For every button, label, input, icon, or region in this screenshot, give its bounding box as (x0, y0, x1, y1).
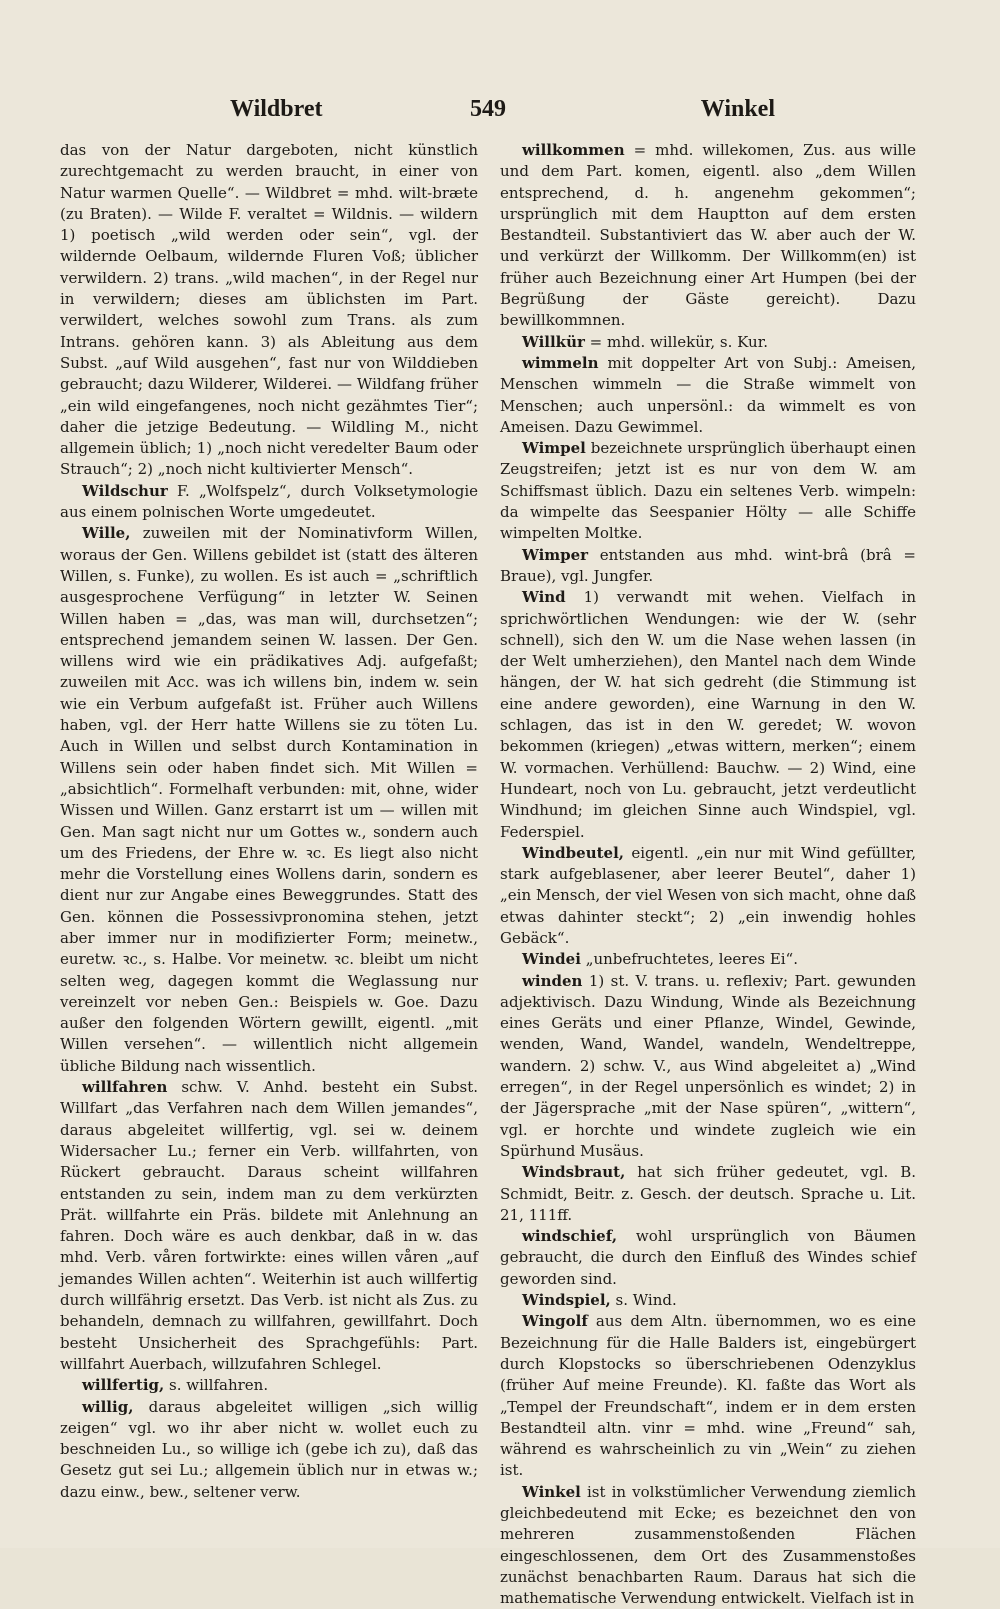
dictionary-entry (60, 1375, 478, 1396)
entry-text: mit doppelter Art von Subj.: Ameisen, Menschen wimmeln — die Straße wimmelt von Menschen; auch unpersönl.: da wimmelt es von Ameisen. Dazu Gewimmel. (500, 353, 916, 436)
entry-text: bezeichnete ursprünglich überhaupt einen Zeugstreifen; jetzt ist es nur von dem W. am Schiffsmast üblich. Dazu ein seltenes Verb. wimpeln: da wimpelte das Seespanier Hölty — alle Schiffe wimpelten Moltke. (500, 439, 916, 543)
running-header (60, 96, 940, 126)
entry-text: = mhd. willekomen, Zus. aus wille und dem Part. komen, eigentl. also „dem Willen entsprechend, d. h. angenehm gekommen“; ursprünglich mit dem Hauptton auf dem ersten Bestandteil. Substantiviert das W. aber auch der W. und verkürzt der Willkomm. Der Willkomm(en) ist früher auch Bezeichnung einer Art Humpen (bei der Begrüßung der Gäste gereicht). Dazu bewillkommnen. (500, 141, 916, 330)
dictionary-entry (500, 438, 916, 544)
dictionary-entry (500, 1226, 916, 1290)
entry-headword: Wimper (522, 545, 589, 564)
entry-headword: windschief, (522, 1227, 618, 1246)
entry-text: hat sich früher gedeutet, vgl. B. Schmidt, Beitr. z. Gesch. der deutsch. Sprache u. Lit. 21, 111ff. (500, 1163, 916, 1224)
entry-text: „unbefruchtetes, leeres Ei“. (580, 950, 798, 969)
entry-text: s. Wind. (610, 1291, 677, 1310)
entry-headword: Wind (522, 588, 566, 607)
dictionary-entry (500, 949, 916, 970)
entry-headword: Willkür (522, 332, 585, 351)
page-number: 549 (470, 96, 506, 122)
dictionary-entry (60, 1397, 478, 1503)
entry-text: 1) st. V. trans. u. reflexiv; Part. gewunden adjektivisch. Dazu Windung, Winde als Bezeichnung eines Geräts und einer Pflanze, Windel, Gewinde, wenden, Wand, Wandel, wandeln, Wendeltreppe, wandern. 2) schw. V., aus Wind abgeleitet a) „Wind erregen“, in der Regel unpersönlich es windet; 2) in der Jägersprache „mit der Nase spüren“, „wittern“, vgl. er horchte und windete zugleich wie ein Spürhund Musäus. (500, 971, 916, 1160)
entry-headword: winden (522, 971, 583, 990)
entry-text: das von der Natur dargeboten, nicht künstlich zurechtgemacht zu werden braucht, in einer von Natur warmen Quelle“. — Wildbret = mhd. wilt-bræte (zu Braten). — Wilde F. veraltet = Wildnis. — wildern 1) poetisch „wild werden oder sein“, vgl. der wildernde Oelbaum, wildernde Fluren Voß; üblicher verwildern. 2) trans. „wild machen“, in der Regel nur in verwildern; dieses am üblichsten im Part. verwildert, welches sowohl zum Trans. als zum Intrans. gehören kann. 3) als Ableitung aus dem Subst. „auf Wild ausgehen“, fast nur von Wilddieben gebraucht; dazu Wilderer, Wilderei. — Wildfang früher „ein wild eingefangenes, noch nicht gezähmtes Tier“; daher die jetzige Bedeutung. — Wildling M., nicht allgemein üblich; 1) „noch nicht veredelter Baum oder Strauch“; 2) „noch nicht kultivierter Mensch“. (60, 141, 478, 479)
dictionary-entry (500, 545, 916, 588)
entry-text: F. „Wolfspelz“, durch Volksetymologie aus einem polnischen Worte umgedeutet. (60, 481, 478, 522)
dictionary-entry (500, 971, 916, 1163)
entry-text: entstanden aus mhd. wint-brâ (brâ = Braue), vgl. Jungfer. (500, 545, 916, 585)
entry-text: wohl ursprünglich von Bäumen gebraucht, die durch den Einfluß des Windes schief geworden sind. (500, 1227, 916, 1288)
dictionary-entry (500, 1482, 916, 1609)
entry-headword: willig, (82, 1397, 134, 1416)
entry-headword: Windsbraut, (522, 1163, 626, 1182)
dictionary-entry (500, 843, 916, 949)
entry-headword: Wille, (82, 524, 131, 543)
header-left-catchword: Wildbret (230, 96, 323, 122)
entry-headword: willkommen (522, 141, 625, 159)
dictionary-entry (60, 523, 478, 1077)
entry-headword: Wildschur (82, 481, 168, 500)
entry-text: eigentl. „ein nur mit Wind gefüllter, stark aufgeblasener, aber leerer Beutel“, daher 1) „ein Mensch, der viel Wesen von sich macht, ohne daß etwas dahinter steckt“; 2) „ein inwendig hohles Gebäck“. (500, 843, 916, 947)
dictionary-entry (500, 587, 916, 843)
dictionary-entry (60, 140, 478, 481)
entry-headword: Windbeutel, (522, 843, 625, 862)
entry-text: daraus abgeleitet willigen „sich willig zeigen“ vgl. wo ihr aber nicht w. wollet euch zu beschneiden Lu., so willige ich (gebe ich zu), daß das Gesetz gut sei Lu.; allgemein üblich nur in etwas w.; dazu einw., bew., seltener verw. (60, 1397, 478, 1501)
dictionary-entry (500, 1311, 916, 1481)
dictionary-entry (60, 481, 478, 524)
entry-text: s. willfahren. (164, 1376, 269, 1395)
entry-text: aus dem Altn. übernommen, wo es eine Bezeichnung für die Halle Balders ist, eingebürgert durch Klopstocks so überschriebenen Odenzyklus (früher Auf meine Freunde). Kl. faßte das Wort als „Tempel der Freundschaft“, indem er in dem ersten Bestandteil altn. vinr = mhd. wine „Freund“ sah, während es wahrscheinlich zu vin „Wein“ zu ziehen ist. (500, 1312, 916, 1480)
dictionary-entry (60, 1077, 478, 1375)
dictionary-entry (500, 140, 916, 332)
dictionary-entry (500, 353, 916, 438)
entry-headword: willfertig, (82, 1376, 165, 1395)
dictionary-entry (500, 1290, 916, 1311)
entry-text: ist in volkstümlicher Verwendung ziemlich gleichbedeutend mit Ecke; es bezeichnet den von mehreren zusammenstoßenden Flächen eingeschlossenen, dem Ort des Zusammenstoßes zunächst benachbarten Raum. Daraus hat sich die mathematische Verwendung entwickelt. Vielfach ist in (500, 1482, 916, 1608)
entry-text: 1) verwandt mit wehen. Vielfach in sprichwörtlichen Wendungen: wie der W. (sehr schnell), sich den W. um die Nase wehen lassen (in der Welt umherziehen), den Mantel nach dem Winde hängen, der W. hat sich gedreht (die Stimmung ist eine andere geworden), eine Warnung in den W. schlagen, das ist in den W. geredet; W. wovon bekommen (kriegen) „etwas wittern, merken“; einem W. vormachen. Verhüllend: Bauchw. — 2) Wind, eine Hundeart, noch von Lu. gebraucht, jetzt verdeutlicht Windhund; im gleichen Sinne auch Windspiel, vgl. Federspiel. (500, 588, 916, 841)
header-right-catchword: Winkel (700, 96, 775, 122)
entry-text: zuweilen mit der Nominativform Willen, woraus der Gen. Willens gebildet ist (statt des älteren Willen, s. Funke), zu wollen. Es ist auch = „schriftlich ausgesprochene Verfügung“ in letzter W. Seinen Willen haben = „das, was man will, durchsetzen“; entsprechend jemandem seinen W. lassen. Der Gen. willens wird wie ein prädikatives Adj. aufgefaßt; zuweilen mit Acc. was ich willens bin, indem w. sein wie ein Verbum aufgefaßt ist. Früher auch Willens haben, vgl. der Herr hatte Willens sie zu töten Lu. Auch in Willen und selbst durch Kontamination in Willens sein oder haben findet sich. Mit Willen = „absichtlich“. Formelhaft verbunden: mit, ohne, wider Wissen und Willen. Ganz erstarrt ist um — willen mit Gen. Man sagt nicht nur um Gottes w., sondern auch um des Friedens, der Ehre w. ꝛc. Es liegt also nicht mehr die Vorstellung eines Wollens darin, sondern es dient nur zur Angabe eines Beweggrundes. Statt des Gen. können die Possessivpronomina stehen, jetzt aber immer nur in modifizierter Form; meinetw., euretw. ꝛc., s. Halbe. Vor meinetw. ꝛc. bleibt um nicht selten weg, dagegen kommt die Weglassung nur vereinzelt vor neben Gen.: Beispiels w. Goe. Dazu außer den folgenden Wörtern gewillt, eigentl. „mit Willen versehen“. — willentlich nicht allgemein übliche Bildung nach wissentlich. (60, 524, 478, 1075)
entry-headword: wimmeln (522, 353, 599, 372)
left-column (60, 140, 478, 1520)
entry-headword: Wingolf (522, 1312, 588, 1331)
entry-text: schw. V. Anhd. besteht ein Subst. Willfart „das Verfahren nach dem Willen jemandes“, daraus abgeleitet willfertig, vgl. sei w. deinem Widersacher Lu.; ferner ein Verb. willfahrten, von Rückert gebraucht. Daraus scheint willfahren entstanden zu sein, indem man zu dem verkürzten Prät. willfahrte ein Präs. bildete mit Anlehnung an fahren. Doch wäre es auch denkbar, daß in w. das mhd. Verb. våren fortwirkte: eines willen våren „auf jemandes Willen achten“. Weiterhin ist auch willfertig durch willfährig ersetzt. Das Verb. ist nicht als Zus. zu behandeln, demnach zu willfahren, gewillfahrt. Doch besteht Unsicherheit des Sprachgefühls: Part. willfahrt Auerbach, willzufahren Schlegel. (60, 1078, 478, 1373)
entry-text: = mhd. willekür, s. Kur. (584, 332, 768, 351)
entry-headword: Winkel (522, 1482, 581, 1501)
entry-headword: Windei (522, 950, 581, 969)
right-column (500, 140, 916, 1608)
entry-headword: Wimpel (522, 439, 586, 458)
dictionary-entry (500, 1162, 916, 1226)
dictionary-entry (500, 332, 916, 353)
entry-headword: Windspiel, (522, 1291, 611, 1310)
entry-headword: willfahren (82, 1078, 168, 1097)
